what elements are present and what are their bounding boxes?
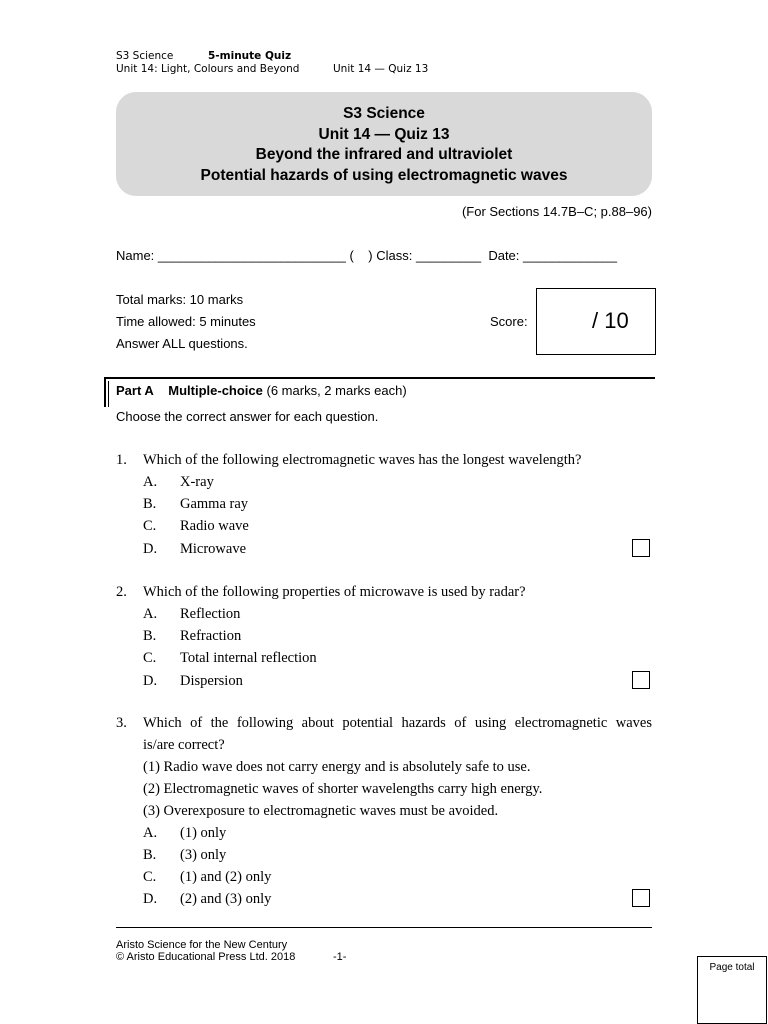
title-line-3: Beyond the infrared and ultraviolet (255, 146, 513, 163)
date-field[interactable]: _____________ (523, 248, 618, 263)
answer-box-1[interactable] (632, 539, 650, 557)
class-label: Class: (376, 248, 413, 263)
question-2-text: Which of the following properties of microwave is used by radar? (143, 584, 526, 600)
part-a-left-rule (104, 377, 106, 407)
score-value: / 10 (592, 308, 629, 333)
question-3-number: 3. (116, 715, 127, 731)
title-line-4: Potential hazards of using electromagnetic waves (200, 166, 568, 184)
answer-box-2[interactable] (632, 671, 650, 689)
question-2-number: 2. (116, 584, 127, 600)
question-1-number: 1. (116, 452, 127, 468)
question-3-text-line-1: Which of the following about potential hazards of using electromagnetic waves (143, 715, 652, 731)
title-line-2: Unit 14 — Quiz 13 (318, 125, 450, 143)
question-3-statement-3: (3) Overexposure to electromagnetic waves must be avoided. (143, 803, 499, 819)
score-box[interactable] (536, 288, 656, 355)
score-label: Score: (490, 314, 528, 329)
class-field[interactable]: _________ (416, 248, 482, 263)
time-allowed: Time allowed: 5 minutes (116, 314, 256, 329)
answer-all-instruction: Answer ALL questions. (116, 336, 248, 351)
publisher-line-2: © Aristo Educational Press Ltd. 2018 (116, 951, 296, 963)
part-a-label: Part A (116, 383, 154, 398)
question-3-statement-2: (2) Electromagnetic waves of shorter wavelengths carry high energy. (143, 781, 543, 797)
part-a-instruction: Choose the correct answer for each question. (116, 409, 379, 424)
total-marks: Total marks: 10 marks (116, 292, 244, 307)
part-a-marks: (6 marks, 2 marks each) (266, 383, 407, 398)
footer-rule (116, 927, 652, 928)
page-number: -1- (333, 951, 347, 963)
part-a-left-rule-inner (108, 381, 109, 407)
page-total-box[interactable] (697, 956, 767, 1024)
class-number-field[interactable]: ( ) (349, 248, 373, 263)
question-3-text-line-2: is/are correct? (143, 737, 225, 753)
part-a-title: Multiple-choice (168, 383, 263, 398)
sections-note: (For Sections 14.7B–C; p.88–96) (461, 204, 652, 219)
title-line-1: S3 Science (343, 105, 425, 122)
answer-box-3[interactable] (632, 889, 650, 907)
date-label: Date: (488, 248, 520, 263)
header-quiz-id: Unit 14 — Quiz 13 (333, 63, 429, 75)
name-label: Name: (116, 248, 155, 263)
publisher-line-1: Aristo Science for the New Century (116, 939, 288, 951)
name-field[interactable]: __________________________ (157, 248, 346, 263)
header-quiz-type: 5-minute Quiz (208, 50, 292, 62)
student-info-line (116, 248, 617, 263)
question-3-statement-1: (1) Radio wave does not carry energy and is absolutely safe to use. (143, 759, 531, 775)
header-unit: Unit 14: Light, Colours and Beyond (116, 63, 300, 75)
title-box (116, 92, 652, 196)
header-course: S3 Science (116, 50, 174, 62)
page-total-label: Page total (709, 962, 755, 973)
question-1-text: Which of the following electromagnetic waves has the longest wavelength? (143, 452, 582, 468)
part-a-top-rule (104, 377, 655, 379)
part-a-heading (116, 383, 407, 398)
